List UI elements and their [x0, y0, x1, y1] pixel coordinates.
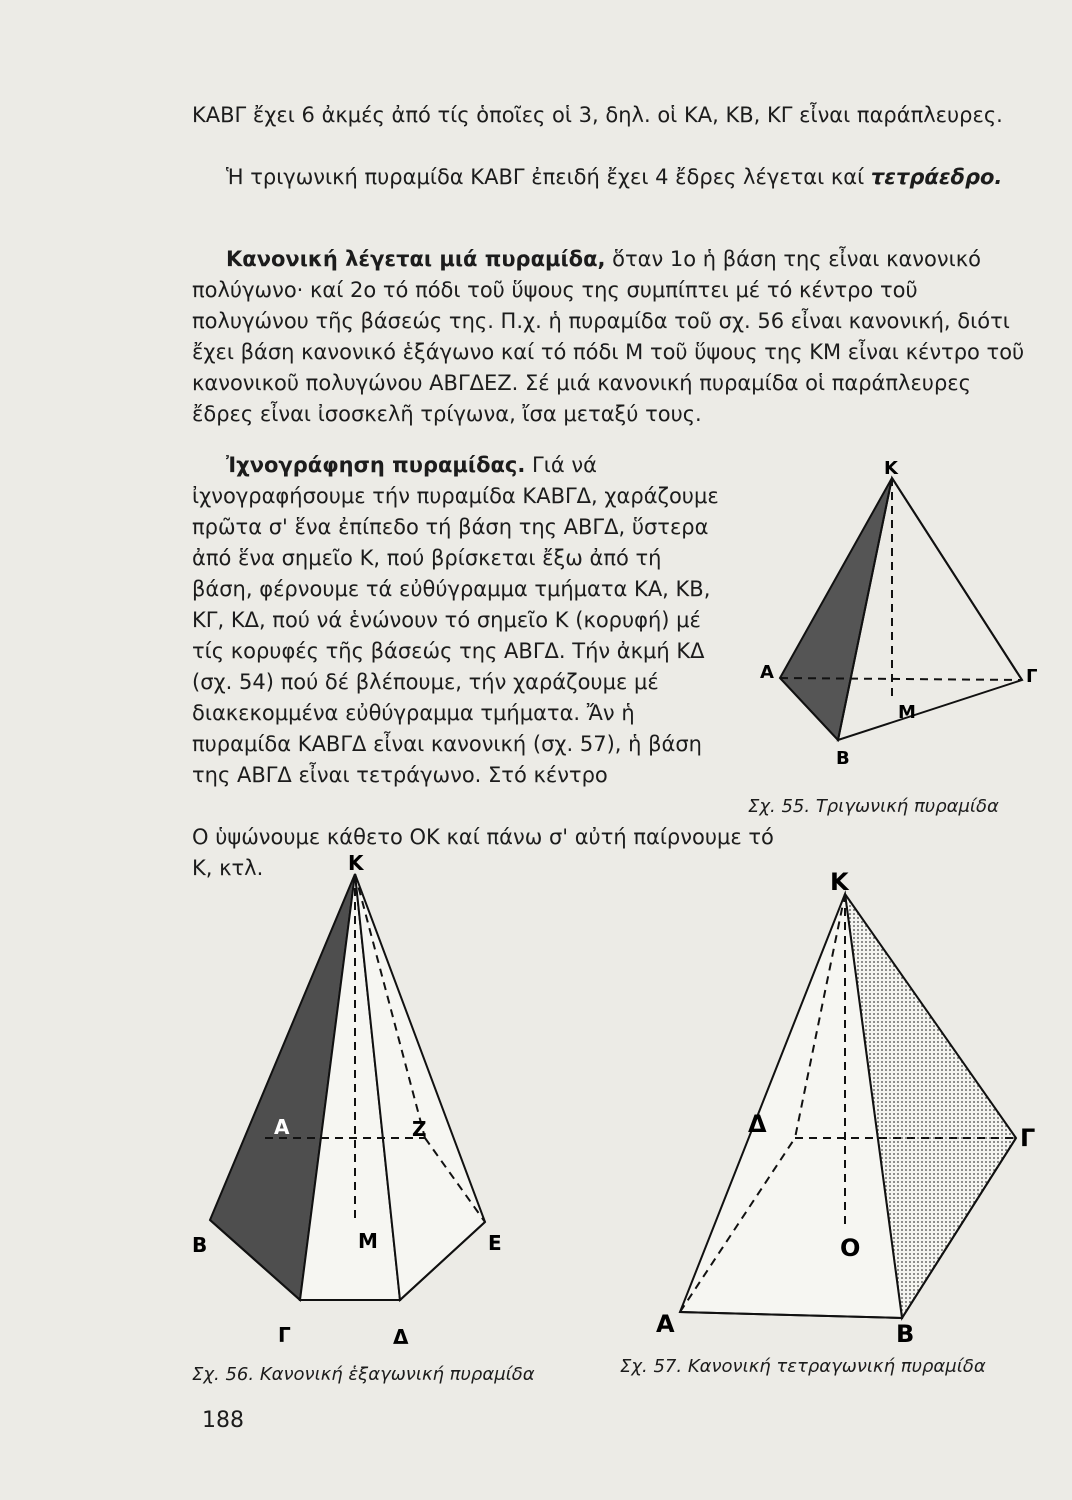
fig55-face-shaded [780, 478, 892, 740]
fig55-label-A: A [760, 662, 774, 683]
fig56-label-K: K [348, 851, 364, 875]
figure-57-square-pyramid [640, 860, 1060, 1350]
fig56-label-G: Γ [278, 1323, 291, 1347]
fig55-label-G: Γ [1026, 666, 1038, 687]
fig56-label-E: E [488, 1231, 502, 1255]
fig55-label-M: M [898, 702, 916, 723]
term-regular-pyramid: Κανονική λέγεται μιά πυραμίδα, [226, 247, 606, 271]
paragraph-drawing-last-line: Ο ὑψώνουμε κάθετο ΟΚ καί πάνω σ' αὐτή παίρνουμε τό Κ, κτλ. [192, 825, 774, 880]
fig56-label-D: Δ [393, 1325, 409, 1349]
fig57-label-K: K [830, 868, 849, 896]
term-tetrahedron: τετράεδρο. [870, 165, 1003, 189]
fig55-face-right [838, 478, 1022, 740]
fig55-label-K: K [884, 458, 898, 479]
fig57-label-A: A [656, 1310, 675, 1338]
figure-56-caption: Σχ. 56. Κανονική ἑξαγωνική πυραμίδα [192, 1364, 535, 1385]
figure-57-caption: Σχ. 57. Κανονική τετραγωνική πυραμίδα [620, 1356, 986, 1377]
paragraph-2: Ἡ τριγωνική πυραμίδα ΚΑΒΓ ἐπειδή ἔχει 4 ἔδρες λέγεται καί τετράεδρο. [226, 165, 1003, 189]
fig57-label-B: B [896, 1320, 915, 1348]
paragraph-1: ΚΑΒΓ ἔχει 6 ἀκμές ἀπό τίς ὁποῖες οἱ 3, δηλ. οἱ ΚΑ, ΚΒ, ΚΓ εἶναι παράπλευρες. [192, 103, 1003, 127]
term-drawing: Ἰχνογράφηση πυραμίδας. [226, 453, 526, 477]
fig55-edge-hidden-KG [892, 478, 1022, 680]
figure-56-hexagonal-pyramid [190, 850, 540, 1360]
paragraph-drawing: Ἰχνογράφηση πυραμίδας. Γιά νά ἰχνογραφήσουμε τήν πυραμίδα ΚΑΒΓΔ, χαράζουμε πρῶτα σ' ἕνα ἐπίπεδο τή βάση της ΑΒΓΔ, ὕστερα ἀπό ἕνα σημεῖο Κ, πού βρίσκεται ἔξω ἀπό τή βάση, φέρνουμε τά εὐθύγραμμα τμήματα ΚΑ, ΚΒ, ΚΓ, ΚΔ, πού νά ἑνώνουν τό σημεῖο Κ (κορυφή) μέ τίς κορυφές τῆς βάσεώς της ΑΒΓΔ. Τήν ἀκμή ΚΔ (σχ. 54) πού δέ βλέπουμε, τήν χαράζουμε μέ διακεκομμένα εὐθύγραμμα τμήματα. Ἄν ἡ πυραμίδα ΚΑΒΓΔ εἶναι κανονική (σχ. 57), ἡ βάση της ΑΒΓΔ εἶναι τετράγωνο. Στό κέντρο [192, 453, 719, 787]
fig57-label-G: Γ [1020, 1124, 1036, 1152]
fig57-label-O: O [840, 1234, 861, 1262]
page-number: 188 [202, 1408, 244, 1433]
fig56-label-B: B [192, 1233, 208, 1257]
fig57-label-D: Δ [748, 1110, 767, 1138]
figure-55-caption: Σχ. 55. Τριγωνική πυραμίδα [748, 796, 999, 817]
figure-55-triangular-pyramid [740, 450, 1050, 790]
fig56-label-A: A [274, 1115, 290, 1139]
fig56-label-M: M [358, 1229, 378, 1253]
paragraph-regular-pyramid: Κανονική λέγεται μιά πυραμίδα, ὅταν 1ο ἡ βάση της εἶναι κανονικό πολύγωνο· καί 2ο τό πόδι τοῦ ὕψους της συμπίπτει μέ τό κέντρο τοῦ πολυγώνου τῆς βάσεώς της. Π.χ. ἡ πυραμίδα τοῦ σχ. 56 εἶναι κανονική, διότι ἔχει βάση κανονικό ἑξάγωνο καί τό πόδι Μ τοῦ ὕψους της ΚΜ εἶναι κέντρο τοῦ κανονικοῦ πολυγώνου ΑΒΓΔΕΖ. Σέ μιά κανονική πυραμίδα οἱ παράπλευρες ἔδρες εἶναι ἰσοσκελῆ τρίγωνα, ἴσα μεταξύ τους. [192, 247, 1025, 426]
fig55-label-B: B [836, 748, 850, 769]
fig56-label-Z: Z [412, 1117, 427, 1141]
